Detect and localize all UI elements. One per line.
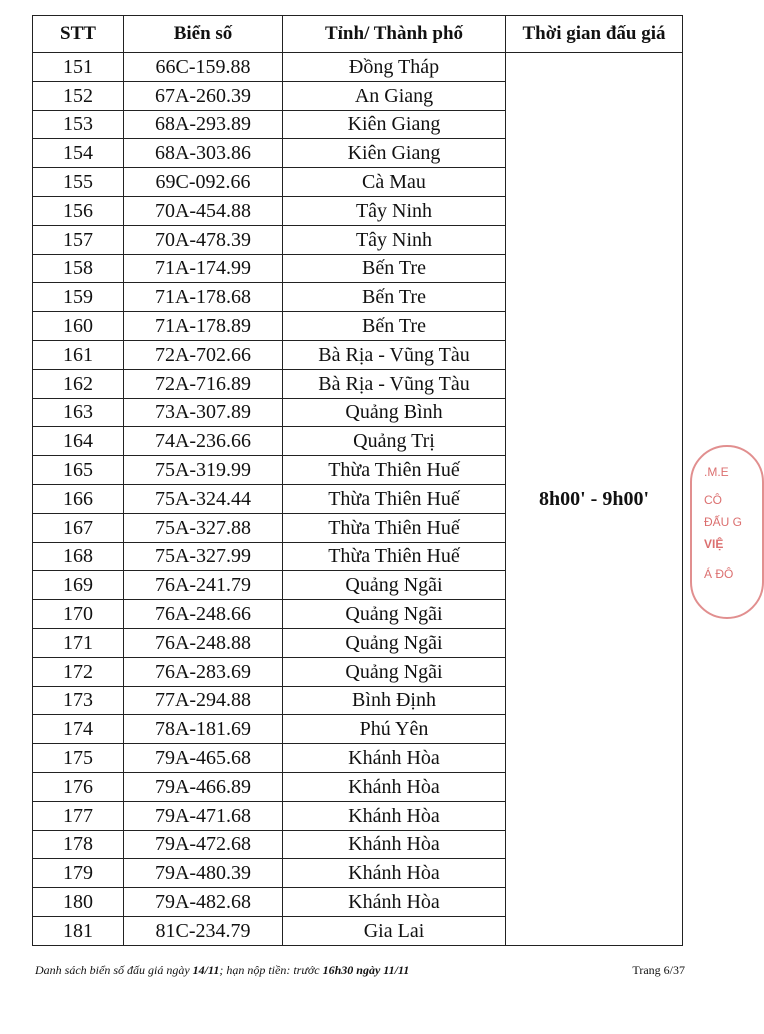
plate-number-cell: 79A-471.68 [124,801,283,830]
plate-number-cell: 67A-260.39 [124,81,283,110]
header-stt: STT [33,16,124,53]
province-cell: Bình Định [283,686,506,715]
header-province: Tỉnh/ Thành phố [283,16,506,53]
province-cell: Bến Tre [283,283,506,312]
stt-cell: 179 [33,859,124,888]
plate-number-cell: 71A-178.89 [124,312,283,341]
province-cell: Kiên Giang [283,110,506,139]
province-cell: Khánh Hòa [283,801,506,830]
province-cell: Quảng Trị [283,427,506,456]
plate-number-cell: 70A-478.39 [124,225,283,254]
province-cell: Quảng Ngãi [283,571,506,600]
province-cell: Tây Ninh [283,225,506,254]
province-cell: Gia Lai [283,916,506,945]
table-header-row [33,16,683,53]
stt-cell: 174 [33,715,124,744]
page-footer [35,963,685,978]
province-cell: Đồng Tháp [283,53,506,82]
auction-time-cell: 8h00' - 9h00' [506,53,683,946]
stt-cell: 176 [33,772,124,801]
stt-cell: 155 [33,168,124,197]
province-cell: An Giang [283,81,506,110]
stt-cell: 152 [33,81,124,110]
plate-number-cell: 66C-159.88 [124,53,283,82]
province-cell: Phú Yên [283,715,506,744]
stt-cell: 164 [33,427,124,456]
table-row [33,53,683,82]
stt-cell: 175 [33,744,124,773]
plate-number-cell: 72A-702.66 [124,340,283,369]
plate-number-cell: 76A-248.88 [124,628,283,657]
stt-cell: 178 [33,830,124,859]
stamp-text-1: .M.E [704,465,729,479]
stt-cell: 170 [33,600,124,629]
province-cell: Thừa Thiên Huế [283,456,506,485]
province-cell: Cà Mau [283,168,506,197]
stt-cell: 181 [33,916,124,945]
province-cell: Khánh Hòa [283,888,506,917]
plate-number-cell: 76A-241.79 [124,571,283,600]
province-cell: Bà Rịa - Vũng Tàu [283,369,506,398]
province-cell: Khánh Hòa [283,772,506,801]
province-cell: Quảng Ngãi [283,628,506,657]
plate-number-cell: 78A-181.69 [124,715,283,744]
stt-cell: 153 [33,110,124,139]
plate-number-cell: 79A-482.68 [124,888,283,917]
plate-number-cell: 74A-236.66 [124,427,283,456]
province-cell: Thừa Thiên Huế [283,484,506,513]
header-auction-time: Thời gian đấu giá [506,16,683,53]
province-cell: Khánh Hòa [283,859,506,888]
stt-cell: 171 [33,628,124,657]
stt-cell: 151 [33,53,124,82]
footer-date: 14/11 [192,963,220,977]
province-cell: Khánh Hòa [283,744,506,773]
table-body [33,53,683,946]
plate-number-cell: 68A-303.86 [124,139,283,168]
province-cell: Quảng Bình [283,398,506,427]
stamp-text-3: ĐẤU G [704,515,743,529]
stt-cell: 173 [33,686,124,715]
stt-cell: 157 [33,225,124,254]
stt-cell: 167 [33,513,124,542]
auction-plate-table [32,15,683,946]
stt-cell: 159 [33,283,124,312]
plate-number-cell: 79A-480.39 [124,859,283,888]
province-cell: Khánh Hòa [283,830,506,859]
province-cell: Bến Tre [283,312,506,341]
plate-number-cell: 81C-234.79 [124,916,283,945]
plate-number-cell: 79A-465.68 [124,744,283,773]
stt-cell: 177 [33,801,124,830]
footer-deadline: 16h30 ngày 11/11 [322,963,410,977]
plate-number-cell: 75A-327.99 [124,542,283,571]
stamp-text-5: Á ĐÔ [704,567,734,581]
plate-number-cell: 75A-327.88 [124,513,283,542]
plate-number-cell: 71A-178.68 [124,283,283,312]
stamp-text-2: CÔ [704,493,722,507]
plate-number-cell: 69C-092.66 [124,168,283,197]
plate-number-cell: 76A-283.69 [124,657,283,686]
footer-middle: ; hạn nộp tiền: trước [219,963,323,977]
stt-cell: 166 [33,484,124,513]
plate-number-cell: 68A-293.89 [124,110,283,139]
plate-number-cell: 72A-716.89 [124,369,283,398]
province-cell: Tây Ninh [283,196,506,225]
stt-cell: 158 [33,254,124,283]
plate-number-cell: 73A-307.89 [124,398,283,427]
plate-number-cell: 71A-174.99 [124,254,283,283]
plate-number-cell: 77A-294.88 [124,686,283,715]
stt-cell: 160 [33,312,124,341]
stt-cell: 161 [33,340,124,369]
stt-cell: 154 [33,139,124,168]
province-cell: Bến Tre [283,254,506,283]
stt-cell: 168 [33,542,124,571]
stt-cell: 169 [33,571,124,600]
stt-cell: 180 [33,888,124,917]
plate-number-cell: 79A-466.89 [124,772,283,801]
page-number: Trang 6/37 [632,963,685,977]
province-cell: Kiên Giang [283,139,506,168]
province-cell: Thừa Thiên Huế [283,542,506,571]
red-seal-stamp [690,445,764,619]
plate-number-cell: 75A-324.44 [124,484,283,513]
stt-cell: 162 [33,369,124,398]
stamp-text-4: VIỆ [704,537,724,551]
stt-cell: 172 [33,657,124,686]
plate-number-cell: 79A-472.68 [124,830,283,859]
header-plate-number: Biển số [124,16,283,53]
plate-number-cell: 70A-454.88 [124,196,283,225]
stt-cell: 156 [33,196,124,225]
province-cell: Quảng Ngãi [283,600,506,629]
province-cell: Bà Rịa - Vũng Tàu [283,340,506,369]
footer-prefix: Danh sách biển số đấu giá ngày [35,963,193,977]
plate-number-cell: 75A-319.99 [124,456,283,485]
stt-cell: 163 [33,398,124,427]
stt-cell: 165 [33,456,124,485]
province-cell: Quảng Ngãi [283,657,506,686]
province-cell: Thừa Thiên Huế [283,513,506,542]
plate-number-cell: 76A-248.66 [124,600,283,629]
